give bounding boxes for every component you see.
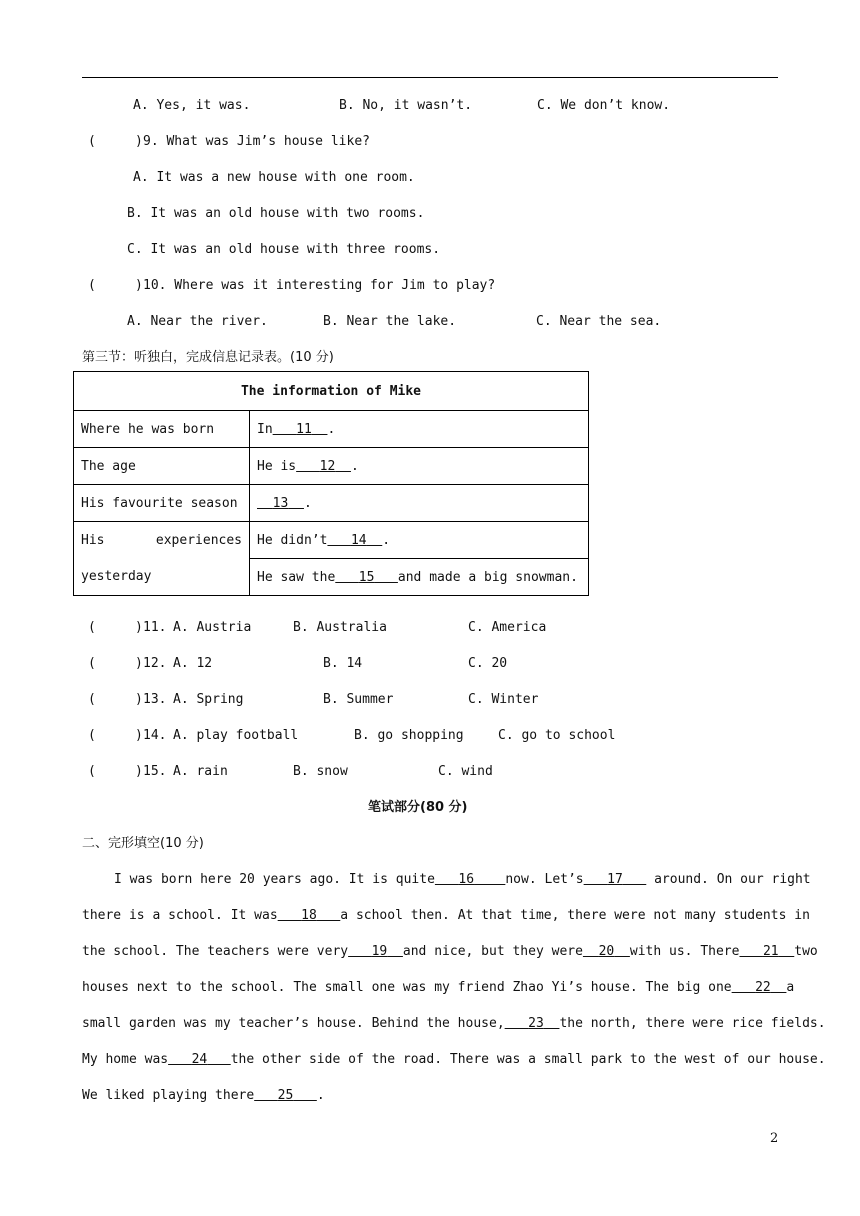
row-born-label: Where he was born [74, 411, 250, 448]
exp1-post: . [382, 532, 391, 548]
q9-option-a: A. It was a new house with one room. [133, 170, 415, 185]
blank-16-number: 16 [458, 872, 475, 887]
passage-text: the north, there were rice fields. [559, 1016, 826, 1031]
row-season-label: His favourite season [74, 485, 250, 522]
q15-option-b: B. snow [293, 764, 348, 779]
passage-text: around. On our right [654, 872, 811, 887]
cloze-section-title: 二、完形填空(10 分) [82, 836, 204, 851]
blank-14[interactable] [327, 533, 382, 548]
passage-line-1 [114, 872, 811, 887]
passage-text: a school then. At that time, there were not many students in [340, 908, 810, 923]
q13-option-b: B. Summer [323, 692, 394, 707]
row-season-post: . [303, 495, 312, 511]
q11-option-a: A. Austria [173, 620, 252, 635]
blank-18-number: 18 [301, 908, 317, 923]
q14-answer-paren[interactable]: ( ) [88, 728, 143, 743]
blank-12-number: 12 [319, 458, 336, 474]
q11-number: 11. [143, 620, 167, 635]
blank-22-number: 22 [755, 980, 771, 995]
passage-text: I was born here 20 years ago. It is quite [114, 872, 435, 887]
blank-19-number: 19 [371, 944, 388, 959]
passage-text: small garden was my teacher’s house. Behind the house, [82, 1016, 505, 1031]
q13-option-a: A. Spring [173, 692, 244, 707]
q9-option-b: B. It was an old house with two rooms. [127, 206, 425, 221]
exp1-pre: He didn’t [257, 532, 328, 548]
q9-stem: 9. What was Jim’s house like? [143, 134, 370, 149]
row-born-value [250, 411, 589, 448]
page-number: 2 [770, 1131, 779, 1146]
passage-line-4 [82, 980, 795, 995]
blank-20-number: 20 [598, 944, 615, 959]
passage-text: and nice, but they were [402, 944, 583, 959]
blank-25-number: 25 [277, 1088, 294, 1103]
q15-answer-paren[interactable]: ( ) [88, 764, 143, 779]
row-experience-value-1 [250, 522, 589, 559]
passage-text: with us. There [629, 944, 740, 959]
q10-option-a: A. Near the river. [127, 314, 268, 329]
experience-label-b: experiences [155, 532, 242, 548]
q15-number: 15. [143, 764, 167, 779]
q13-number: 13. [143, 692, 167, 707]
row-experience-label [74, 522, 250, 596]
passage-text: the other side of the road. There was a small park to the west of our house. [230, 1052, 826, 1067]
q12-option-a: A. 12 [173, 656, 213, 671]
blank-13[interactable] [257, 496, 304, 511]
blank-23[interactable] [505, 1016, 560, 1031]
blank-25[interactable] [254, 1088, 317, 1103]
q11-option-c: C. America [468, 620, 547, 635]
passage-line-3 [82, 944, 818, 959]
exp2-post: and made a big snowman. [397, 569, 578, 585]
passage-text: . [316, 1088, 325, 1103]
blank-11[interactable] [273, 422, 328, 437]
q15-option-c: C. wind [438, 764, 493, 779]
blank-17-number: 17 [607, 872, 623, 887]
row-born-pre: In [257, 421, 273, 437]
passage-text: two [794, 944, 818, 959]
q10-option-b: B. Near the lake. [323, 314, 457, 329]
q14-option-b: B. go shopping [354, 728, 464, 743]
table-title: The information of Mike [74, 372, 589, 411]
q12-number: 12. [143, 656, 167, 671]
blank-15[interactable] [335, 570, 398, 585]
row-season-value [250, 485, 589, 522]
q11-answer-paren[interactable]: ( ) [88, 620, 143, 635]
q9-option-c: C. It was an old house with three rooms. [127, 242, 441, 257]
q8-option-c: C. We don’t know. [537, 98, 671, 113]
q15-option-a: A. rain [173, 764, 228, 779]
section3-title: 第三节：听独白，完成信息记录表。(10 分) [82, 350, 334, 365]
blank-15-number: 15 [358, 569, 375, 585]
blank-22[interactable] [732, 980, 787, 995]
experience-label-c: yesterday [81, 568, 152, 584]
row-age-pre: He is [257, 458, 297, 474]
header-rule [82, 77, 778, 78]
blank-21-number: 21 [762, 944, 779, 959]
blank-23-number: 23 [528, 1016, 544, 1031]
blank-18[interactable] [278, 908, 341, 923]
passage-text: My home was [82, 1052, 169, 1067]
experience-label-a: His [81, 532, 105, 548]
q13-answer-paren[interactable]: ( ) [88, 692, 143, 707]
passage-text: now. Let’s [505, 872, 584, 887]
row-experience-value-2 [250, 559, 589, 596]
q13-option-c: C. Winter [468, 692, 539, 707]
blank-20[interactable] [583, 944, 630, 959]
passage-text: the school. The teachers were very [82, 944, 349, 959]
exp2-pre: He saw the [257, 569, 336, 585]
q14-option-c: C. go to school [498, 728, 616, 743]
q10-answer-paren[interactable]: ( ) [88, 278, 143, 293]
blank-14-number: 14 [350, 532, 367, 548]
q14-number: 14. [143, 728, 167, 743]
blank-17[interactable] [584, 872, 647, 887]
q11-option-b: B. Australia [293, 620, 387, 635]
q12-option-b: B. 14 [323, 656, 363, 671]
passage-line-2 [82, 908, 810, 923]
q12-answer-paren[interactable]: ( ) [88, 656, 143, 671]
q10-stem: 10. Where was it interesting for Jim to play? [143, 278, 496, 293]
passage-text: there is a school. It was [82, 908, 278, 923]
q8-option-a: A. Yes, it was. [133, 98, 251, 113]
blank-19[interactable] [348, 944, 403, 959]
passage-text: houses next to the school. The small one was my friend Zhao Yi’s house. The big one [82, 980, 732, 995]
passage-line-6 [82, 1052, 826, 1067]
blank-24-number: 24 [191, 1052, 208, 1067]
blank-13-number: 13 [272, 495, 289, 511]
q9-answer-paren[interactable]: ( ) [88, 134, 143, 149]
q12-option-c: C. 20 [468, 656, 508, 671]
passage-line-5 [82, 1016, 826, 1031]
blank-16[interactable] [435, 872, 505, 887]
blank-21[interactable] [739, 944, 794, 959]
q8-option-b: B. No, it wasn’t. [339, 98, 473, 113]
row-age-label: The age [74, 448, 250, 485]
row-born-post: . [327, 421, 336, 437]
written-section-title: 笔试部分(80 分) [368, 800, 468, 815]
blank-12[interactable] [296, 459, 351, 474]
info-table [73, 371, 589, 596]
row-age-post: . [350, 458, 359, 474]
row-age-value [250, 448, 589, 485]
blank-24[interactable] [168, 1052, 231, 1067]
q10-option-c: C. Near the sea. [536, 314, 662, 329]
passage-text: a [786, 980, 795, 995]
passage-text: We liked playing there [82, 1088, 255, 1103]
q14-option-a: A. play football [173, 728, 299, 743]
blank-11-number: 11 [296, 421, 312, 437]
passage-line-7 [82, 1088, 778, 1103]
